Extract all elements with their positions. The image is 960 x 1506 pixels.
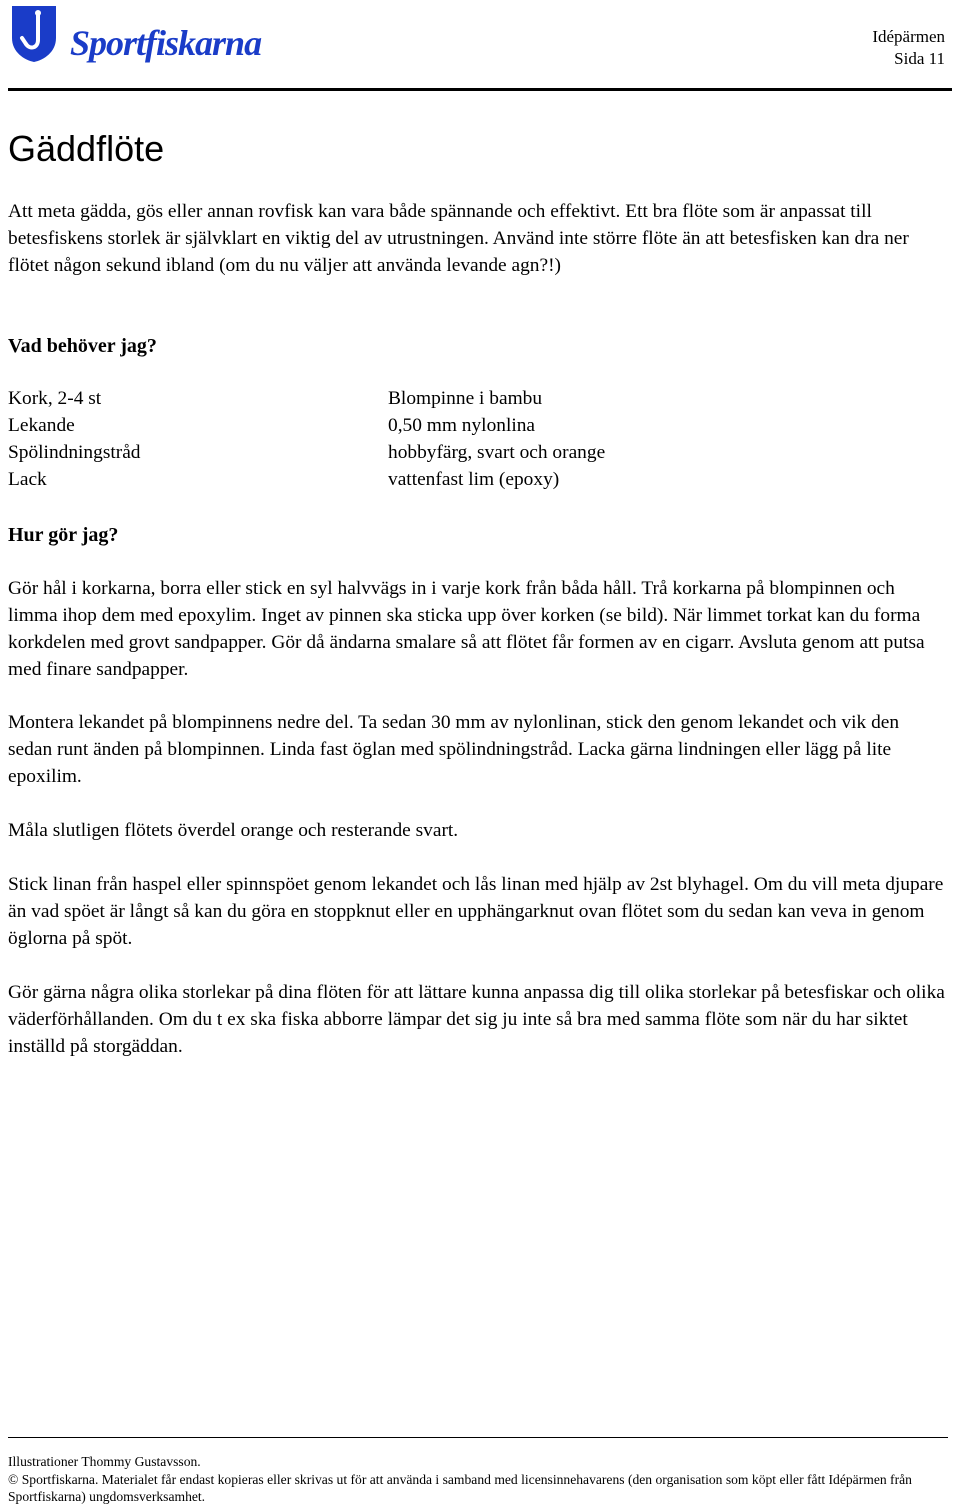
instruction-paragraph: Montera lekandet på blompinnens nedre del. Ta sedan 30 mm av nylonlinan, stick den genom lekandet och vik den sedan runt änden på blompinnen. Linda fast öglan med spölindningstråd. Lacka gärna lindningen eller lägg på lite epoxilim. — [8, 712, 900, 787]
list-item: Kork, 2-4 st — [8, 388, 102, 409]
page-number: Sida 11 — [894, 49, 945, 68]
intro-paragraph: Att meta gädda, gös eller annan rovfisk kan vara både spännande och effektivt. Ett bra flöte som är anpassat till betesfiskens storlek är självklart en viktig del av utrustningen. Använd inte större flöte än att betesfisken kan dra ner flötet någon sekund ibland (om du nu väljer att använda levande agn?!) — [8, 201, 909, 276]
list-item: 0,50 mm nylonlina — [388, 415, 536, 436]
howto-heading: Hur gör jag? — [8, 524, 119, 546]
illustrator-credit: Illustrationer Thommy Gustavsson. — [8, 1454, 201, 1469]
list-item: hobbyfärg, svart och orange — [388, 442, 606, 463]
instruction-paragraph: Stick linan från haspel eller spinnspöet genom lekandet och lås linan med hjälp av 2st blyhagel. Om du vill meta djupare än vad spöet är långt så kan du göra en stoppknut eller en upphängarknut ovan flötet som du sedan kan veva in genom öglorna på spöt. — [8, 874, 944, 949]
instruction-paragraph: Gör gärna några olika storlekar på dina flöten för att lättare kunna anpassa dig till olika storlekar på betesfiskar och olika väderförhållanden. Om du t ex ska fiska abborre lämpar det sig ju inte så bra med samma flöte som när du har siktet inställd på storgäddan. — [8, 982, 945, 1057]
list-item: Spölindningstråd — [8, 442, 141, 463]
list-item: vattenfast lim (epoxy) — [388, 469, 560, 490]
materials-list-left — [8, 385, 141, 493]
materials-list-right — [388, 385, 605, 493]
section-name: Idépärmen — [872, 27, 945, 46]
list-item: Lekande — [8, 415, 75, 436]
list-item: Blompinne i bambu — [388, 388, 543, 409]
instruction-paragraph: Gör hål i korkarna, borra eller stick en syl halvvägs in i varje kork från båda håll. Trå korkarna på blompinnen och limma ihop dem med epoxylim. Inget av pinnen ska sticka upp över korken (se bild). När limmet torkat kan du forma korkdelen med grovt sandpapper. Gör då ändarna smalare så att flötet får formen av en cigarr. Avsluta genom att putsa med finare sandpapper. — [8, 578, 925, 680]
copyright-notice: © Sportfiskarna. Materialet får endast kopieras eller skrivas ut för att använda i samband med licensinnehavarens (den organisation som köpt eller fått Idépärmen från Sportfiskarna) ungdomsverksamhet. — [8, 1472, 912, 1504]
page-title: Gäddflöte — [8, 128, 165, 169]
needs-heading: Vad behöver jag? — [8, 335, 157, 357]
sportfiskarna-logo — [8, 4, 278, 66]
page-header — [0, 0, 960, 95]
header-divider — [8, 88, 952, 91]
footer-divider — [8, 1437, 948, 1438]
fish-hook-shield-icon — [8, 4, 60, 64]
brand-name: Sportfiskarna — [70, 23, 262, 63]
header-meta — [872, 26, 945, 70]
instruction-paragraph: Måla slutligen flötets överdel orange och resterande svart. — [8, 820, 459, 841]
list-item: Lack — [8, 469, 47, 490]
